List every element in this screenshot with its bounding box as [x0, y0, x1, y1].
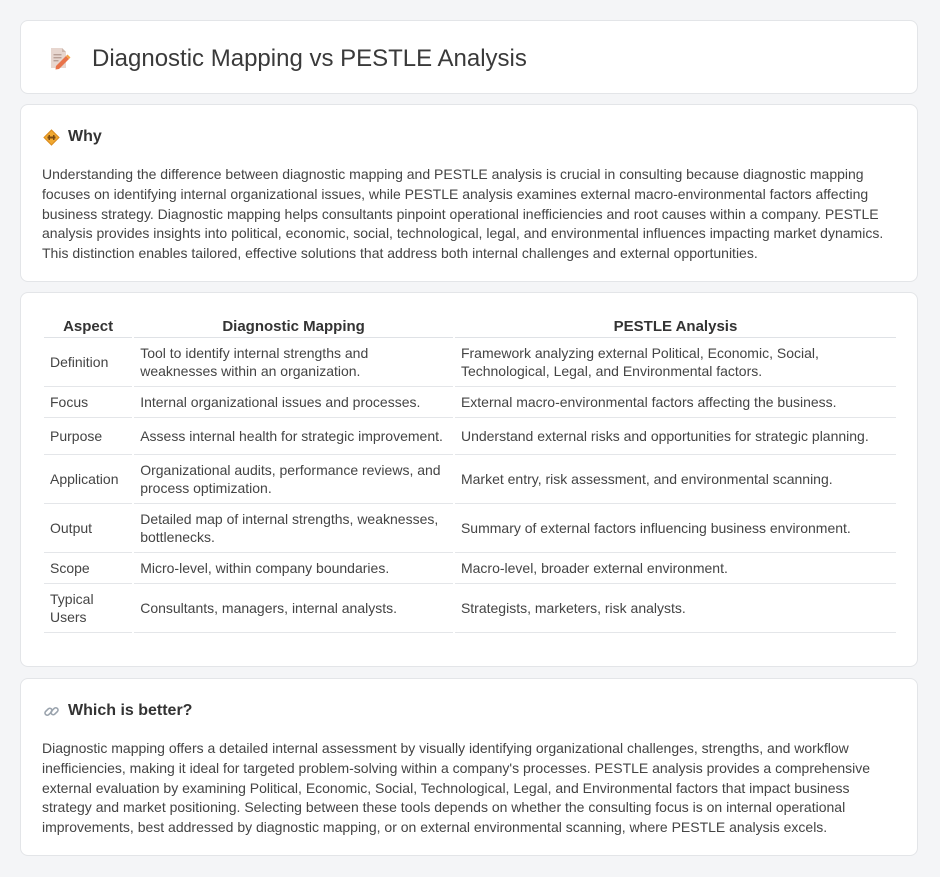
pestle-cell: Understand external risks and opportunities for strategic planning. — [455, 418, 896, 455]
title-card — [20, 20, 918, 94]
table-row — [44, 387, 896, 418]
why-section — [20, 104, 918, 282]
why-body: Understanding the difference between diagnostic mapping and PESTLE analysis is crucial in consulting because diagnostic mapping focuses on identifying internal organizational issues, while PESTLE analysis examines external macro-environmental factors affecting business strategy. Diagnostic mapping helps consultants pinpoint operational inefficiencies and root causes within a company. PESTLE analysis provides insights into political, economic, social, technological, legal, and environmental influences impacting market dynamics. This distinction enables tailored, effective solutions that address both internal challenges and external opportunities. — [42, 166, 884, 262]
better-heading: Which is better? — [68, 702, 193, 719]
diagnostic-cell: Internal organizational issues and processes. — [134, 387, 453, 418]
diagnostic-cell: Tool to identify internal strengths and weaknesses within an organization. — [134, 338, 453, 387]
header-pestle-analysis: PESTLE Analysis — [455, 315, 896, 338]
aspect-cell: Output — [44, 504, 132, 553]
aspect-cell: Definition — [44, 338, 132, 387]
why-heading: Why — [68, 128, 102, 145]
table-row — [44, 504, 896, 553]
table-row — [44, 338, 896, 387]
aspect-cell: Purpose — [44, 418, 132, 455]
aspect-cell: Typical Users — [44, 584, 132, 633]
why-header — [43, 127, 102, 147]
pestle-cell: Strategists, marketers, risk analysts. — [455, 584, 896, 633]
which-is-better-section — [20, 678, 918, 856]
diagnostic-cell: Assess internal health for strategic improvement. — [134, 418, 453, 455]
comparison-table — [42, 315, 898, 633]
aspect-cell: Focus — [44, 387, 132, 418]
header-diagnostic-mapping: Diagnostic Mapping — [134, 315, 453, 338]
table-row — [44, 418, 896, 455]
pestle-cell: Summary of external factors influencing business environment. — [455, 504, 896, 553]
table-row — [44, 584, 896, 633]
diagnostic-cell: Organizational audits, performance reviews, and process optimization. — [134, 455, 453, 504]
header-aspect: Aspect — [44, 315, 132, 338]
pestle-cell: Macro-level, broader external environment. — [455, 553, 896, 584]
document-pencil-icon — [47, 46, 71, 70]
diagnostic-cell: Micro-level, within company boundaries. — [134, 553, 453, 584]
diagnostic-cell: Consultants, managers, internal analysts. — [134, 584, 453, 633]
diagnostic-cell: Detailed map of internal strengths, weaknesses, bottlenecks. — [134, 504, 453, 553]
aspect-cell: Application — [44, 455, 132, 504]
table-header-row — [44, 315, 896, 338]
table-row — [44, 553, 896, 584]
pestle-cell: Framework analyzing external Political, Economic, Social, Technological, Legal, and Environmental factors. — [455, 338, 896, 387]
diamond-sign-icon — [43, 129, 60, 146]
link-icon — [43, 703, 60, 720]
better-body: Diagnostic mapping offers a detailed internal assessment by visually identifying organizational challenges, strengths, and workflow inefficiencies, making it ideal for targeted problem-solving within a company's processes. PESTLE analysis provides a comprehensive external evaluation by examining Political, Economic, Social, Technological, Legal, and Environmental factors that impact business strategy and market positioning. Selecting between these tools depends on whether the consulting focus is on internal operational improvements, best addressed by diagnostic mapping, or on external environmental scanning, where PESTLE analysis excels. — [42, 740, 871, 836]
pestle-cell: External macro-environmental factors affecting the business. — [455, 387, 896, 418]
aspect-cell: Scope — [44, 553, 132, 584]
pestle-cell: Market entry, risk assessment, and environmental scanning. — [455, 455, 896, 504]
comparison-section — [20, 292, 918, 667]
table-row — [44, 455, 896, 504]
better-header — [43, 701, 192, 721]
page-title: Diagnostic Mapping vs PESTLE Analysis — [92, 45, 527, 72]
